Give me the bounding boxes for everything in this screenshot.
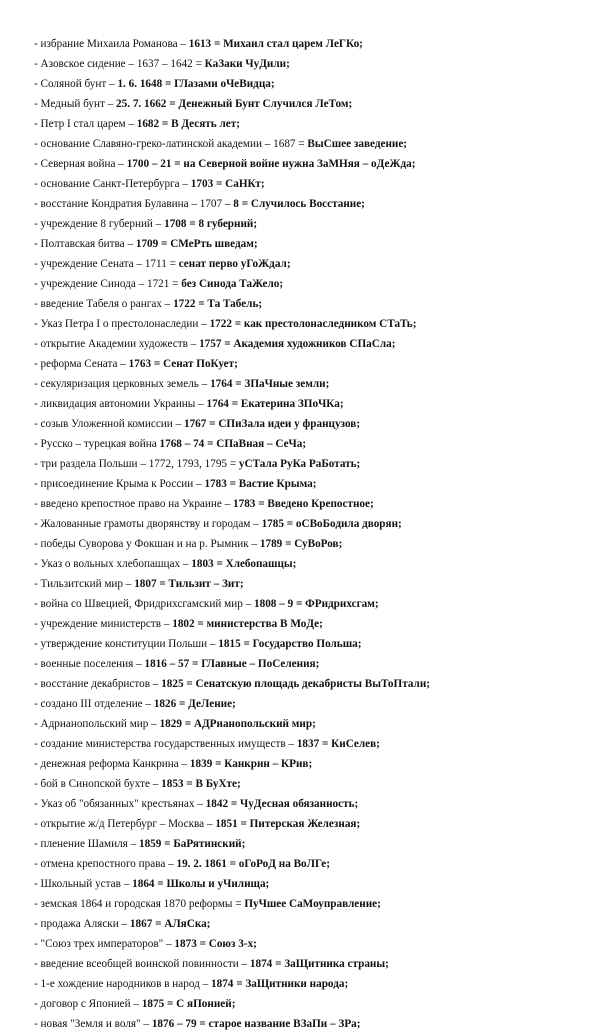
date-key: 1867 =: [129, 918, 165, 930]
date-key: 1815 =: [218, 638, 253, 650]
date-key: 1764 =: [210, 378, 245, 390]
date-key: 1700 – 21 =: [126, 158, 184, 170]
mnemonic-phrase: СПиЗала идеи у французов;: [218, 418, 361, 430]
list-item: [34, 214, 574, 234]
list-item: [34, 114, 574, 134]
list-item: [34, 754, 574, 774]
mnemonic-phrase: ГЛазами оЧеВидца;: [174, 78, 275, 90]
mnemonic-phrase: ВыСшее заведение;: [307, 138, 408, 150]
mnemonic-phrase: Хлебопашцы;: [225, 558, 297, 570]
event-text: - создано III отделение –: [34, 698, 154, 710]
event-text: - новая "Земля и воля" –: [34, 1018, 152, 1030]
mnemonic-phrase: Сенатскую площадь декабристы ВыТоПтали;: [195, 678, 431, 690]
date-key: 1722 =: [173, 298, 208, 310]
date-key: 1803 =: [191, 558, 226, 570]
date-key: 19. 2. 1861 =: [176, 858, 239, 870]
mnemonic-phrase: КаЗаки ЧуДили;: [204, 58, 290, 70]
event-text: - денежная реформа Канкрина –: [34, 758, 190, 770]
mnemonic-phrase: без Синода ТаЖело;: [181, 278, 284, 290]
event-text: - Русско – турецкая война: [34, 438, 160, 450]
mnemonic-phrase: Академия художников СПаСла;: [233, 338, 396, 350]
event-text: - введено крепостное право на Украине –: [34, 498, 234, 510]
list-item: [34, 234, 574, 254]
mnemonic-phrase: Случилось Восстание;: [250, 198, 365, 210]
event-text: - учреждение Сената – 1711 =: [34, 258, 179, 270]
event-text: - договор с Японией –: [34, 998, 142, 1010]
event-text: - Медный бунт –: [34, 98, 117, 110]
mnemonic-phrase: на Северной войне нужна ЗаМНяя – оДеЖда;: [183, 158, 416, 170]
date-key: 1703 =: [190, 178, 226, 190]
event-text: - продажа Аляски –: [34, 918, 130, 930]
list-item: [34, 954, 574, 974]
list-item: [34, 414, 574, 434]
mnemonic-phrase: как престолонаследником СТаТь;: [243, 318, 417, 330]
mnemonic-phrase: уСТала РуКа РаБотать;: [238, 458, 361, 470]
date-key: 1875 =: [141, 998, 177, 1010]
list-item: [34, 854, 574, 874]
list-item: [34, 334, 574, 354]
list-item: [34, 174, 574, 194]
list-item: [34, 354, 574, 374]
mnemonic-phrase: Введено Крепостное;: [267, 498, 374, 510]
event-text: - секуляризация церковных земель –: [34, 378, 211, 390]
list-item: [34, 634, 574, 654]
mnemonic-phrase: старое название ВЗаПи – ЗРа;: [208, 1018, 361, 1030]
list-item: [34, 814, 574, 834]
date-key: 1763 =: [128, 358, 164, 370]
date-key: 1722 =: [209, 318, 244, 330]
mnemonic-phrase: ДеЛение;: [188, 698, 236, 710]
list-item: [34, 514, 574, 534]
mnemonic-phrase: СаНКт;: [225, 178, 265, 190]
event-text: - основание Санкт-Петербурга –: [34, 178, 191, 190]
date-key: 1837 =: [296, 738, 332, 750]
date-key: 1839 =: [189, 758, 225, 770]
list-item: [34, 994, 574, 1014]
date-key: 1874 =: [211, 978, 246, 990]
event-text: - три раздела Польши – 1772, 1793, 1795 =: [34, 458, 239, 470]
list-item: [34, 654, 574, 674]
date-key: 1682 =: [136, 118, 172, 130]
list-item: [34, 454, 574, 474]
event-text: - Азовское сидение – 1637 – 1642 =: [34, 58, 205, 70]
list-item: [34, 874, 574, 894]
list-item: [34, 434, 574, 454]
date-key: 1807 =: [134, 578, 169, 590]
mnemonic-phrase: Екатерина ЗПоЧКа;: [240, 398, 344, 410]
date-key: 1873 =: [174, 938, 209, 950]
event-text: - Жалованные грамоты дворянству и городам –: [34, 518, 262, 530]
date-key: 1757 =: [199, 338, 234, 350]
list-item: [34, 254, 574, 274]
mnemonic-phrase: В Десять лет;: [171, 118, 240, 130]
date-key: 1764 =: [206, 398, 241, 410]
event-text: - "Союз трех императоров" –: [34, 938, 175, 950]
event-text: - Указ о вольных хлебопашцах –: [34, 558, 192, 570]
date-key: 1789 =: [259, 538, 295, 550]
list-item: [34, 554, 574, 574]
list-item: [34, 394, 574, 414]
list-item: [34, 894, 574, 914]
mnemonic-phrase: Канкрин – КРив;: [224, 758, 313, 770]
event-text: - Полтавская битва –: [34, 238, 136, 250]
event-text: - бой в Синопской бухте –: [34, 778, 162, 790]
list-item: [34, 74, 574, 94]
mnemonic-phrase: Денежный Бунт Случился ЛеТом;: [178, 98, 353, 110]
mnemonic-phrase: АДРианопольский мир;: [193, 718, 316, 730]
date-key: 1864 =: [132, 878, 167, 890]
list-item: [34, 534, 574, 554]
list-item: [34, 274, 574, 294]
mnemonic-phrase: ГЛавные – ПоСеления;: [201, 658, 320, 670]
event-text: - война со Швецией, Фридрихсгамский мир –: [34, 598, 254, 610]
list-item: [34, 574, 574, 594]
list-item: [34, 34, 574, 54]
list-item: [34, 674, 574, 694]
event-text: - земская 1864 и городская 1870 реформы =: [34, 898, 245, 910]
list-item: [34, 194, 574, 214]
list-item: [34, 154, 574, 174]
mnemonic-phrase: Питерская Железная;: [249, 818, 361, 830]
date-key: 25. 7. 1662 =: [116, 98, 179, 110]
list-item: [34, 1014, 574, 1034]
mnemonic-phrase: Государство Польша;: [252, 638, 362, 650]
list-item: [34, 614, 574, 634]
mnemonic-phrase: ЧуДесная обязанность;: [240, 798, 359, 810]
list-item: [34, 294, 574, 314]
event-text: - утверждение конституции Польши –: [34, 638, 219, 650]
event-text: - учреждение Синода – 1721 =: [34, 278, 182, 290]
event-text: - открытие ж/д Петербург – Москва –: [34, 818, 216, 830]
date-key: 1802 =: [172, 618, 207, 630]
event-text: - Адрианопольский мир –: [34, 718, 160, 730]
date-key: 1825 =: [161, 678, 196, 690]
list-item: [34, 774, 574, 794]
list-item: [34, 714, 574, 734]
date-key: 1808 – 9 =: [254, 598, 306, 610]
date-key: 1874 =: [249, 958, 285, 970]
event-text: - присоединение Крыма к России –: [34, 478, 205, 490]
mnemonic-phrase: ЗаЩитники народа;: [245, 978, 349, 990]
event-text: - Петр I стал царем –: [34, 118, 137, 130]
event-text: - Северная война –: [34, 158, 127, 170]
event-text: - Тильзитский мир –: [34, 578, 135, 590]
event-text: - 1-е хождение народников в народ –: [34, 978, 212, 990]
mnemonic-phrase: КиСелев;: [331, 738, 380, 750]
date-key: 1708 =: [164, 218, 199, 230]
date-key: 1842 =: [205, 798, 240, 810]
event-text: - пленение Шамиля –: [34, 838, 139, 850]
mnemonic-phrase: СуВоРов;: [294, 538, 343, 550]
mnemonic-phrase: ЗаЩитника страны;: [284, 958, 389, 970]
list-item: [34, 134, 574, 154]
mnemonic-phrase: ФРидрихсгам;: [305, 598, 379, 610]
date-key: 1783 =: [233, 498, 268, 510]
mnemonic-phrase: Вастие Крыма;: [238, 478, 317, 490]
date-key: 1. 6. 1648 =: [117, 78, 175, 90]
event-text: - восстание Кондратия Булавина – 1707 –: [34, 198, 234, 210]
mnemonic-phrase: Михаил стал царем ЛеГКо;: [223, 38, 363, 50]
list-item: [34, 594, 574, 614]
event-text: - введение всеобщей воинской повинности –: [34, 958, 250, 970]
date-key: 1613 =: [188, 38, 224, 50]
date-key: 8 =: [233, 198, 251, 210]
date-key: 1851 =: [215, 818, 250, 830]
event-text: - создание министерства государственных имуществ –: [34, 738, 297, 750]
mnemonic-phrase: В БуХте;: [195, 778, 241, 790]
event-text: - учреждение 8 губерний –: [34, 218, 165, 230]
date-key: 1859 =: [138, 838, 174, 850]
event-text: - военные поселения –: [34, 658, 145, 670]
date-key: 1826 =: [153, 698, 189, 710]
event-text: - Указ об "обязанных" крестьянах –: [34, 798, 206, 810]
date-key: 1767 =: [183, 418, 219, 430]
list-item: [34, 794, 574, 814]
list-item: [34, 914, 574, 934]
list-item: [34, 54, 574, 74]
event-text: - Школьный устав –: [34, 878, 133, 890]
date-key: 1768 – 74 =: [159, 438, 217, 450]
event-text: - избрание Михаила Романова –: [34, 38, 189, 50]
mnemonic-phrase: оГоРоД на ВоЛГе;: [238, 858, 330, 870]
event-text: - ликвидация автономии Украины –: [34, 398, 207, 410]
event-text: - отмена крепостного права –: [34, 858, 177, 870]
mnemonic-phrase: ЗПаЧные земли;: [244, 378, 330, 390]
date-key: 1853 =: [161, 778, 196, 790]
mnemonic-phrase: ПуЧшее СаМоуправление;: [244, 898, 381, 910]
mnemonic-phrase: БаРятинский;: [173, 838, 246, 850]
date-key: 1829 =: [159, 718, 194, 730]
mnemonic-phrase: СПаВная – СеЧа;: [216, 438, 307, 450]
list-item: [34, 934, 574, 954]
mnemonic-phrase: АЛяСка;: [164, 918, 211, 930]
date-key: 1709 =: [135, 238, 171, 250]
mnemonic-phrase: Та Табель;: [207, 298, 263, 310]
list-item: [34, 314, 574, 334]
mnemonic-phrase: С яПонией;: [176, 998, 236, 1010]
date-key: 1785 =: [261, 518, 296, 530]
event-text: - основание Славяно-греко-латинской академии – 1687 =: [34, 138, 308, 150]
event-text: - учреждение министерств –: [34, 618, 173, 630]
event-text: - Указ Петра I о престолонаследии –: [34, 318, 210, 330]
list-item: [34, 494, 574, 514]
mnemonic-phrase: Сенат ПоКует;: [163, 358, 238, 370]
event-text: - реформа Сената –: [34, 358, 129, 370]
event-text: - Соляной бунт –: [34, 78, 118, 90]
list-item: [34, 474, 574, 494]
date-key: 1783 =: [204, 478, 239, 490]
date-key: 1876 – 79 =: [151, 1018, 209, 1030]
date-key: 1816 – 57 =: [144, 658, 202, 670]
list-item: [34, 94, 574, 114]
mnemonic-phrase: 8 губерний;: [198, 218, 258, 230]
event-text: - созыв Уложенной комиссии –: [34, 418, 184, 430]
mnemonic-phrase: оСВоБодила дворян;: [295, 518, 402, 530]
event-text: - открытие Академии художеств –: [34, 338, 200, 350]
mnemonic-phrase: сенат перво уГоЖдал;: [178, 258, 291, 270]
mnemonic-phrase: министерства В МоДе;: [206, 618, 323, 630]
mnemonic-date-list: [34, 34, 574, 1034]
mnemonic-phrase: Союз 3-х;: [208, 938, 257, 950]
list-item: [34, 834, 574, 854]
mnemonic-phrase: СМеРть шведам;: [170, 238, 258, 250]
list-item: [34, 694, 574, 714]
mnemonic-phrase: Тильзит – Зит;: [168, 578, 244, 590]
event-text: - введение Табеля о рангах –: [34, 298, 174, 310]
mnemonic-phrase: Школы и уЧилища;: [166, 878, 270, 890]
list-item: [34, 374, 574, 394]
list-item: [34, 974, 574, 994]
event-text: - восстание декабристов –: [34, 678, 162, 690]
event-text: - победы Суворова у Фокшан и на р. Рымник –: [34, 538, 260, 550]
list-item: [34, 734, 574, 754]
